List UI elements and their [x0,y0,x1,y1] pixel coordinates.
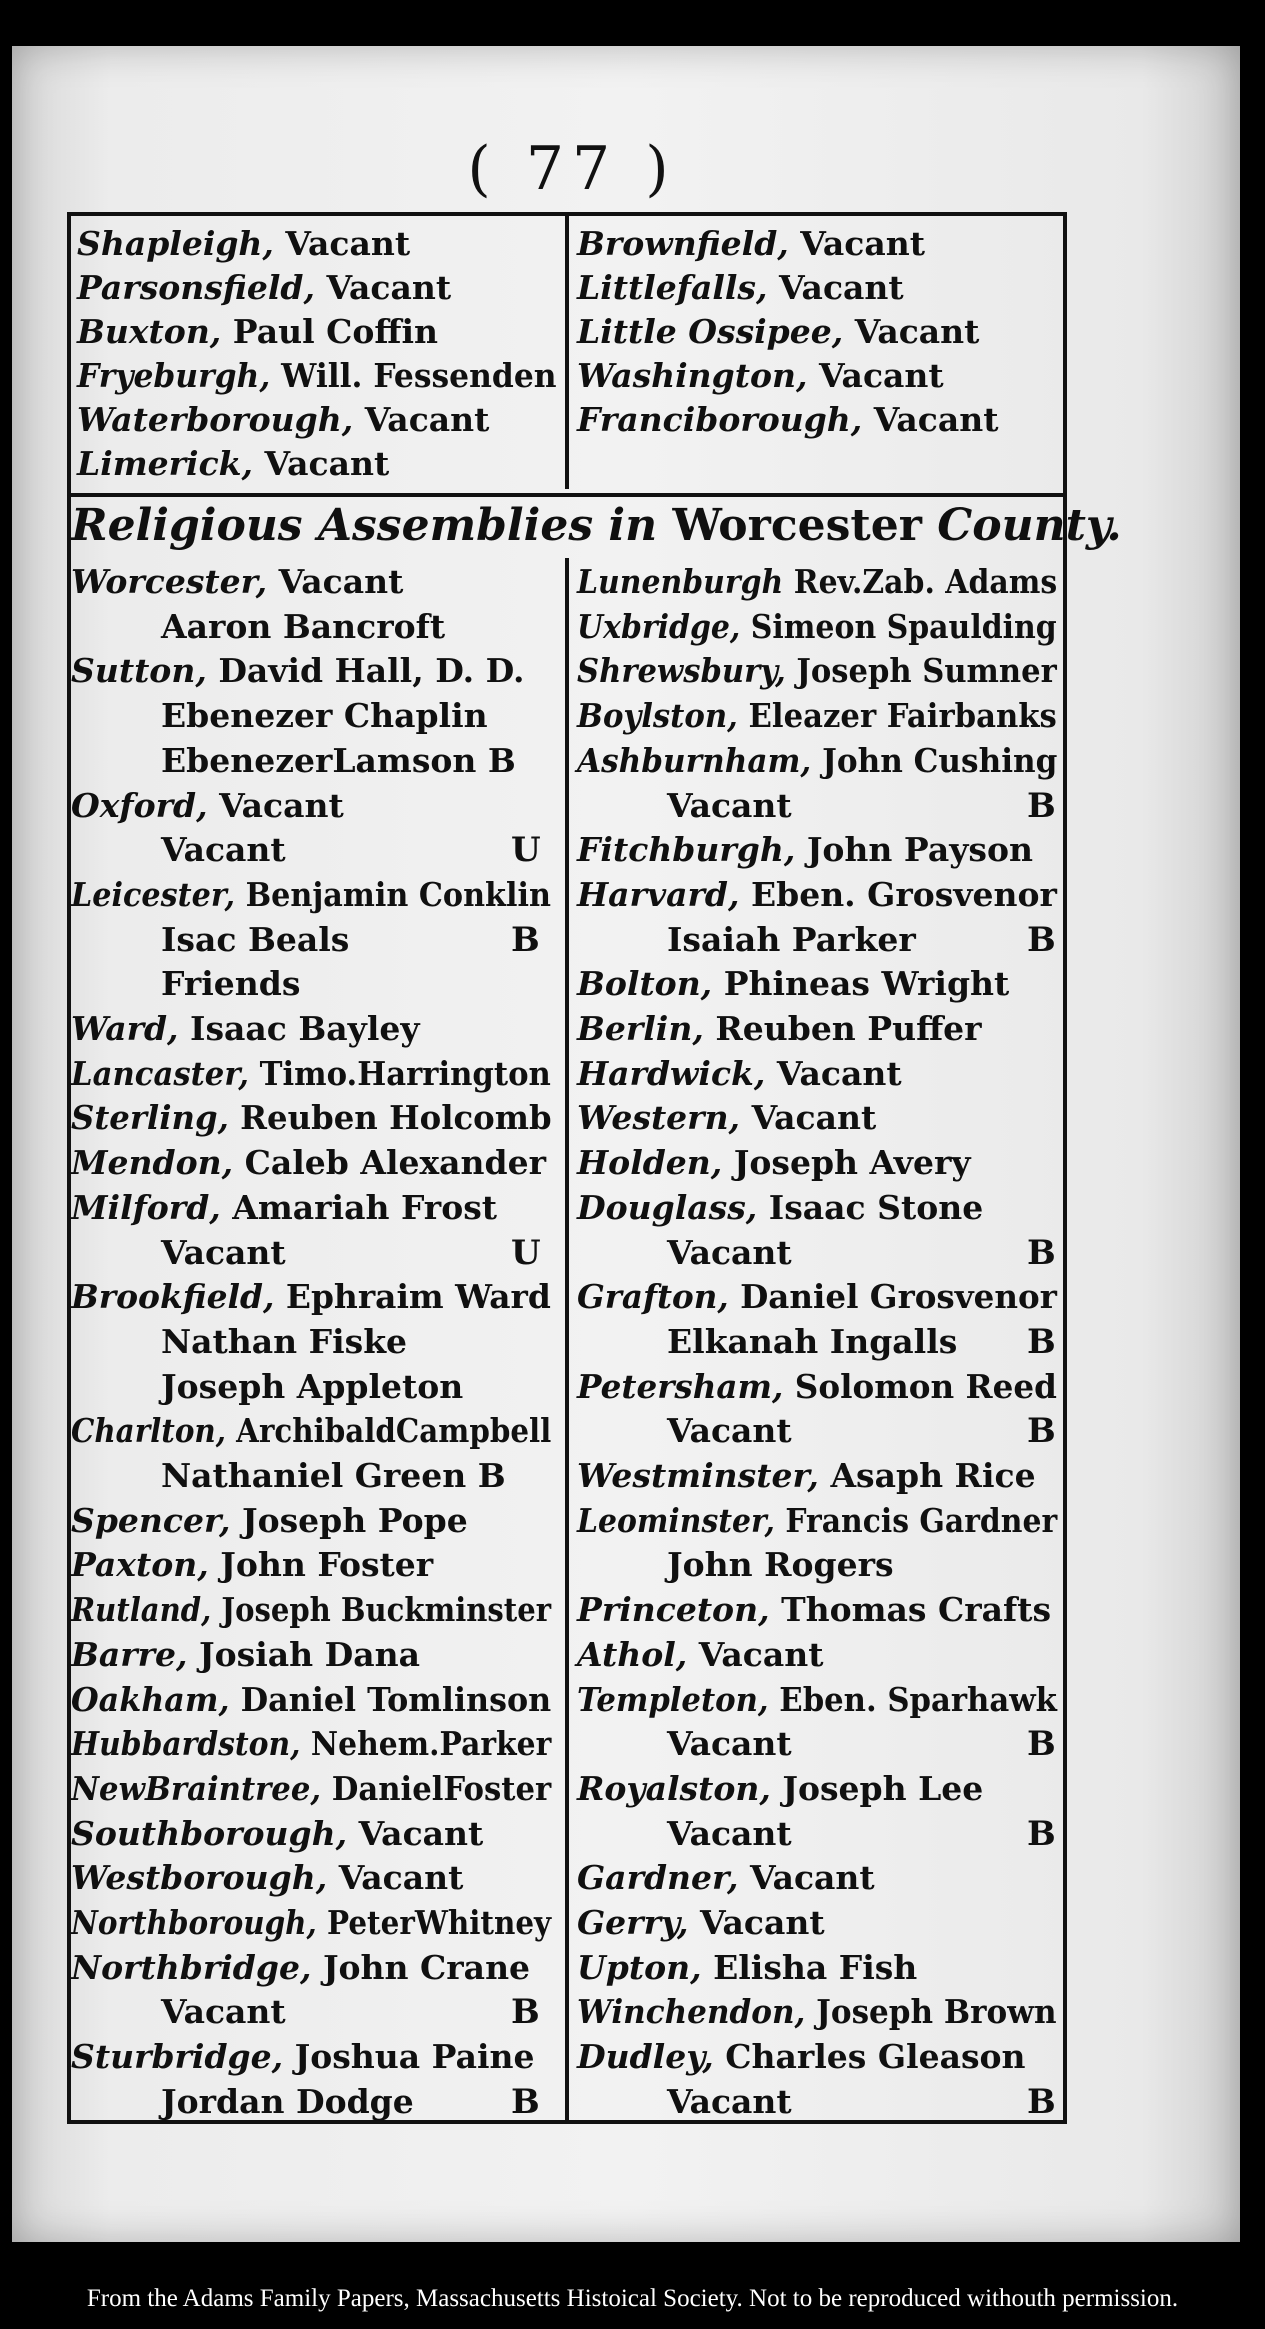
minister-name: Daniel Grosvenor [740,1277,1057,1317]
place-name: Fitchburgh, [577,830,796,870]
list-item [577,1678,1057,1722]
minister-name: EbenezerLamson B [161,740,516,780]
place-name: Athol, [577,1634,688,1674]
list-item [577,1990,1057,2034]
list-item [71,1946,530,1990]
list-item [577,1141,971,1185]
minister-name: David Hall, D. D. [218,651,525,691]
place-name: Brownfield, [577,224,789,263]
minister-name: Vacant [219,785,344,825]
place-name: Royalston, [577,1768,771,1808]
minister-name: Vacant [698,1634,824,1674]
place-name: Hardwick, [577,1053,766,1093]
place-name: Leominster, [577,1500,775,1540]
minister-name: Reuben Holcomb [240,1098,552,1138]
denomination-mark: B [1027,1813,1056,1854]
list-item [577,1275,1057,1319]
list-item [577,1588,1051,1632]
place-name: NewBraintree, [71,1768,322,1808]
section-heading: Religious Assemblies in Worcester County. [71,500,1122,551]
list-item [577,398,998,442]
place-name: Buxton, [77,312,222,351]
minister-name: Vacant [667,785,792,825]
list-item [77,398,489,442]
minister-name: Vacant [264,444,390,483]
place-name: Dudley, [577,2037,714,2077]
list-item [71,1633,420,1677]
minister-name: Joseph Brown [816,1992,1057,2032]
list-item [577,873,1057,917]
minister-name: PeterWhitney [327,1903,552,1942]
list-item [577,1499,1057,1543]
place-name: Sturbridge, [71,2037,284,2077]
list-item [577,739,1057,783]
list-item [577,1096,876,1140]
minister-name: Amariah Frost [232,1187,498,1227]
place-name: Lunenburgh [577,562,784,601]
place-name: Oakham, [71,1679,230,1719]
list-item [577,266,904,310]
place-name: Ward, [71,1009,179,1048]
list-item [71,1007,420,1051]
list-item [577,649,1057,693]
list-item [71,1409,551,1453]
minister-name: John Rogers [667,1545,894,1585]
minister-name: Timo.Harrington [259,1053,551,1093]
denomination-mark: B [1027,1232,1056,1273]
minister-name: Vacant [161,830,286,870]
denomination-mark: B [511,2081,540,2122]
denomination-mark: B [511,1992,540,2033]
list-item [71,1812,483,1856]
minister-name: Asaph Rice [830,1456,1036,1495]
column-divider-top [565,216,569,489]
place-name: Holden, [577,1143,723,1183]
minister-name: Elisha Fish [713,1947,918,1987]
minister-name: Joseph Avery [733,1143,971,1183]
list-item [71,1588,551,1632]
place-name: Uxbridge, [577,606,741,646]
minister-name: Isaac Bayley [190,1009,420,1048]
place-name: Northbridge, [71,1947,312,1987]
list-item [71,1141,546,1185]
place-name: Douglass, [577,1187,758,1227]
minister-name: Simeon Spaulding [750,606,1057,646]
minister-name: Charles Gleason [725,2037,1026,2077]
place-name: Shapleigh, [77,224,274,263]
list-item [577,1052,902,1096]
place-name: Little Ossipee, [577,312,844,351]
minister-name: John Cushing [822,740,1058,780]
list-item [577,1007,982,1051]
minister-name: DanielFoster [331,1768,552,1808]
minister-name: Solomon Reed [794,1366,1057,1406]
minister-name: Friends [161,964,301,1004]
list-item [577,1856,875,1900]
list-item [577,1767,983,1811]
place-name: Shrewsbury, [577,651,786,691]
minister-name: Eleazer Fairbanks [748,696,1057,736]
list-item [577,222,925,266]
list-item [577,1633,823,1677]
footer-credit: From the Adams Family Papers, Massachusetts Histoical Society. Not to be reproduced withouth permission. [86,2285,1179,2312]
place-name: Southborough, [71,1813,348,1853]
minister-name: Paul Coffin [232,312,439,351]
place-name: Fryeburgh, [77,356,271,395]
list-item [71,1722,551,1766]
list-item [577,2035,1026,2079]
denomination-mark: U [511,1232,541,1273]
minister-name: Joseph Sumner [796,651,1057,691]
list-item [71,1678,551,1722]
minister-name: Vacant [285,224,411,263]
minister-name: Francis Gardner [785,1500,1058,1540]
denomination-mark: U [511,830,541,871]
list-item [577,1946,917,1990]
list-item [71,1275,551,1319]
place-name: Mendon, [71,1143,234,1183]
minister-name: Vacant [818,356,944,395]
place-name: Northborough, [71,1903,317,1942]
place-name: Brookfield, [71,1277,275,1317]
minister-name: Reuben Puffer [715,1009,982,1048]
minister-name: Elkanah Ingalls [667,1321,958,1361]
place-name: Paxton, [71,1545,209,1585]
minister-name: Joshua Paine [294,2037,535,2077]
list-item [71,1186,497,1230]
minister-name: Thomas Crafts [781,1590,1052,1630]
minister-name: Vacant [326,268,452,307]
place-name: Washington, [577,356,808,395]
list-item [577,1365,1057,1409]
list-item [577,354,944,398]
list-item [577,1454,1036,1498]
place-name: Charlton, [71,1411,226,1451]
list-item [71,1499,468,1543]
list-item [77,266,451,310]
place-name: Hubbardston, [71,1724,301,1764]
minister-name: Aaron Bancroft [161,606,446,646]
list-item [577,962,1009,1006]
minister-name: Nehem.Parker [310,1724,552,1764]
denomination-mark: B [1027,1321,1056,1362]
place-name: Templeton, [577,1679,769,1719]
minister-name: Isac Beals [161,919,350,959]
page-number: ( 77 ) [467,134,677,204]
place-name: Westborough, [71,1858,328,1898]
minister-name: Vacant [750,1858,875,1898]
list-item [577,310,979,354]
minister-name: Vacant [338,1858,464,1898]
list-item [71,560,403,604]
place-name: Lancaster, [71,1053,249,1093]
table-frame [67,212,1122,2124]
minister-name: Vacant [873,400,999,439]
place-name: Parsonsfield, [77,268,315,307]
list-item [71,1096,552,1140]
minister-name: Vacant [699,1903,825,1942]
minister-name: Josiah Dana [199,1634,421,1674]
minister-name: Vacant [776,1053,902,1093]
denomination-mark: B [1027,2081,1056,2122]
place-name: Upton, [577,1947,702,1987]
list-item [71,1856,463,1900]
column-divider-main [565,558,569,2124]
list-item [577,1186,983,1230]
place-name: Westminster, [577,1456,819,1495]
minister-name: Vacant [161,1992,286,2032]
place-name: Worcester, [71,562,268,601]
minister-name: Vacant [854,312,980,351]
place-name: Grafton, [577,1277,729,1317]
york-county-section [71,216,1063,497]
denomination-mark: B [1027,1724,1056,1765]
minister-name: Joseph Buckminster [221,1590,552,1630]
minister-name: Isaiah Parker [667,919,916,959]
place-name: Harvard, [577,874,740,914]
place-name: Sterling, [71,1098,229,1138]
denomination-mark: B [1027,1411,1056,1452]
place-name: Petersham, [577,1366,784,1406]
place-name: Boylston, [577,696,738,736]
list-item [71,649,525,693]
place-name: Gardner, [577,1858,739,1898]
scanned-page [12,46,1240,2242]
minister-name: Vacant [778,268,904,307]
list-item [71,1543,433,1587]
minister-name: Vacant [667,1411,792,1451]
minister-name: Vacant [667,1813,792,1853]
minister-name: Jordan Dodge [161,2081,414,2121]
place-name: Western, [577,1098,741,1138]
place-name: Milford, [71,1187,221,1227]
place-name: Barre, [71,1634,188,1674]
place-name: Littlefalls, [577,268,768,307]
minister-name: Vacant [751,1098,877,1138]
minister-name: Caleb Alexander [244,1143,546,1183]
denomination-mark: B [1027,785,1056,826]
minister-name: John Payson [806,830,1033,870]
minister-name: Vacant [161,1232,286,1272]
place-name: Princeton, [577,1590,770,1630]
list-item [577,605,1057,649]
list-item [71,1901,551,1945]
place-name: Waterborough, [77,400,354,439]
list-item [577,1901,825,1945]
place-name: Bolton, [577,964,713,1004]
minister-name: Vacant [667,1724,792,1764]
minister-name: Eben. Grosvenor [750,874,1057,914]
minister-name: John Foster [220,1545,434,1585]
place-name: Berlin, [577,1009,704,1048]
minister-name: John Crane [322,1947,531,1987]
place-name: Franciborough, [577,400,863,439]
minister-name: Eben. Sparhawk [779,1679,1057,1719]
place-name: Leicester, [71,874,236,914]
place-name: Gerry, [577,1903,689,1942]
list-item [71,1052,551,1096]
list-item [71,2035,535,2079]
minister-name: Benjamin Conklin [245,874,551,914]
minister-name: Joseph Pope [241,1500,468,1540]
list-item [77,354,557,398]
minister-name: Will. Fessenden [281,356,557,395]
place-name: Spencer, [71,1500,231,1540]
list-item [77,222,410,266]
list-item [577,828,1033,872]
minister-name: Rev.Zab. Adams [793,562,1058,601]
place-name: Oxford, [71,785,208,825]
list-item [77,310,438,354]
minister-name: Daniel Tomlinson [240,1679,552,1719]
minister-name: Ebenezer Chaplin [161,696,488,736]
minister-name: Vacant [358,1813,484,1853]
minister-name: Phineas Wright [723,964,1010,1004]
place-name: Rutland, [71,1590,212,1630]
minister-name: Nathaniel Green B [161,1456,506,1495]
minister-name: Vacant [800,224,925,263]
minister-name: ArchibaldCampbell [236,1411,552,1451]
list-item [577,694,1057,738]
list-item [71,1767,551,1811]
minister-name: Nathan Fiske [161,1321,408,1361]
minister-name: Vacant [278,562,404,601]
minister-name: Vacant [667,1232,792,1272]
minister-name: Vacant [364,400,490,439]
place-name: Limerick, [77,444,254,483]
list-item [77,442,389,486]
list-item [71,873,551,917]
minister-name: Joseph Lee [782,1768,984,1808]
denomination-mark: B [511,919,540,960]
place-name: Sutton, [71,651,207,691]
minister-name: Joseph Appleton [161,1366,464,1406]
minister-name: Vacant [667,2081,792,2121]
minister-name: Ephraim Ward [285,1277,551,1317]
list-item [71,784,344,828]
place-name: Winchendon, [577,1992,806,2032]
place-name: Ashburnham, [577,740,812,780]
minister-name: Isaac Stone [768,1187,984,1227]
list-item [577,560,1057,604]
denomination-mark: B [1027,919,1056,960]
